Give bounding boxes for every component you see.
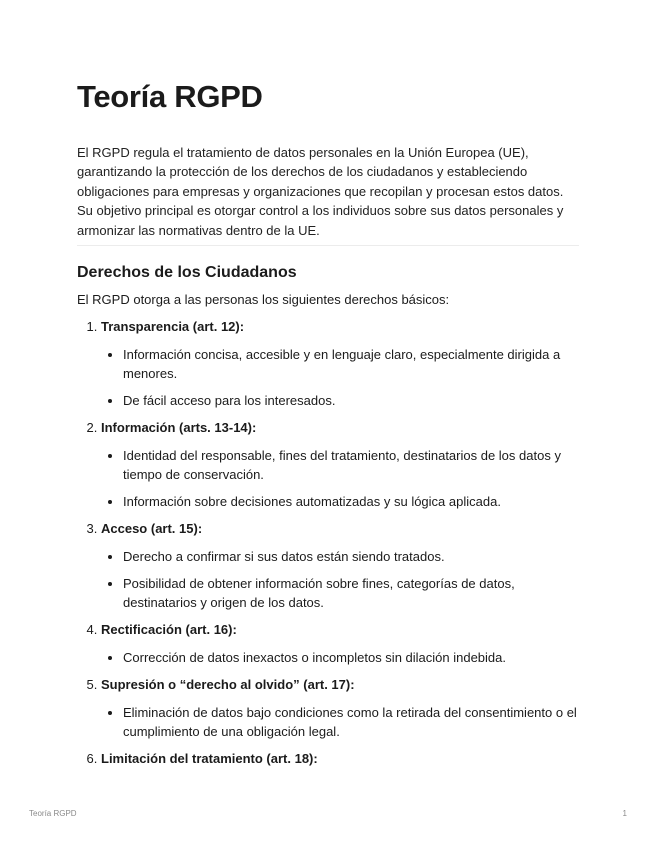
sub-list-item: • Posibilidad de obtener información sobre fines, categorías de datos, destinatarios y origen de los datos. <box>123 574 579 612</box>
sub-list-item: • Corrección de datos inexactos o incompletos sin dilación indebida. <box>123 648 579 667</box>
sub-list <box>101 648 579 667</box>
sub-list-item: • Derecho a confirmar si sus datos están siendo tratados. <box>123 547 579 566</box>
sub-list-item: • Eliminación de datos bajo condiciones como la retirada del consentimiento o el cumplimiento de una obligación legal. <box>123 703 579 741</box>
list-item <box>101 620 579 667</box>
sub-list-item: • Información concisa, accesible y en lenguaje claro, especialmente dirigida a menores. <box>123 345 579 383</box>
rights-list <box>77 317 579 768</box>
document-page <box>77 78 579 776</box>
sub-list <box>101 446 579 511</box>
section-lead: El RGPD otorga a las personas los siguientes derechos básicos: <box>77 292 450 308</box>
section-heading: Derechos de los Ciudadanos <box>77 264 297 282</box>
sub-list-item: • De fácil acceso para los interesados. <box>123 391 579 410</box>
list-item-title: Rectificación (art. 16): <box>101 622 237 638</box>
sub-list-item: • Información sobre decisiones automatizadas y su lógica aplicada. <box>123 492 579 511</box>
list-item <box>101 749 579 768</box>
sub-list <box>101 345 579 410</box>
list-item-title: Información (arts. 13-14): <box>101 420 257 436</box>
list-item <box>101 418 579 511</box>
list-item <box>101 317 579 410</box>
divider <box>77 245 579 246</box>
list-item-title: Acceso (art. 15): <box>101 521 203 537</box>
intro-paragraph: El RGPD regula el tratamiento de datos personales en la Unión Europea (UE), garantizando la protección de los derechos de los ciudadanos y estableciendo obligaciones para empresas y organizaciones que recopilan y procesan estos datos. Su objetivo principal es otorgar control a los individuos sobre sus datos personales y armonizar las normativas dentro de la UE. <box>77 145 564 238</box>
list-item-title: Transparencia (art. 12): <box>101 319 245 335</box>
page-title: Teoría RGPD <box>77 79 263 114</box>
list-item <box>101 519 579 612</box>
list-item-title: Limitación del tratamiento (art. 18): <box>101 751 318 767</box>
sub-list-item: • Identidad del responsable, fines del tratamiento, destinatarios de los datos y tiempo de conservación. <box>123 446 579 484</box>
sub-list <box>101 703 579 741</box>
sub-list <box>101 547 579 612</box>
footer-page-number: 1 <box>622 809 627 818</box>
footer-doc-name: Teoría RGPD <box>29 809 77 818</box>
list-item-title: Supresión o “derecho al olvido” (art. 17): <box>101 677 355 693</box>
list-item <box>101 675 579 741</box>
